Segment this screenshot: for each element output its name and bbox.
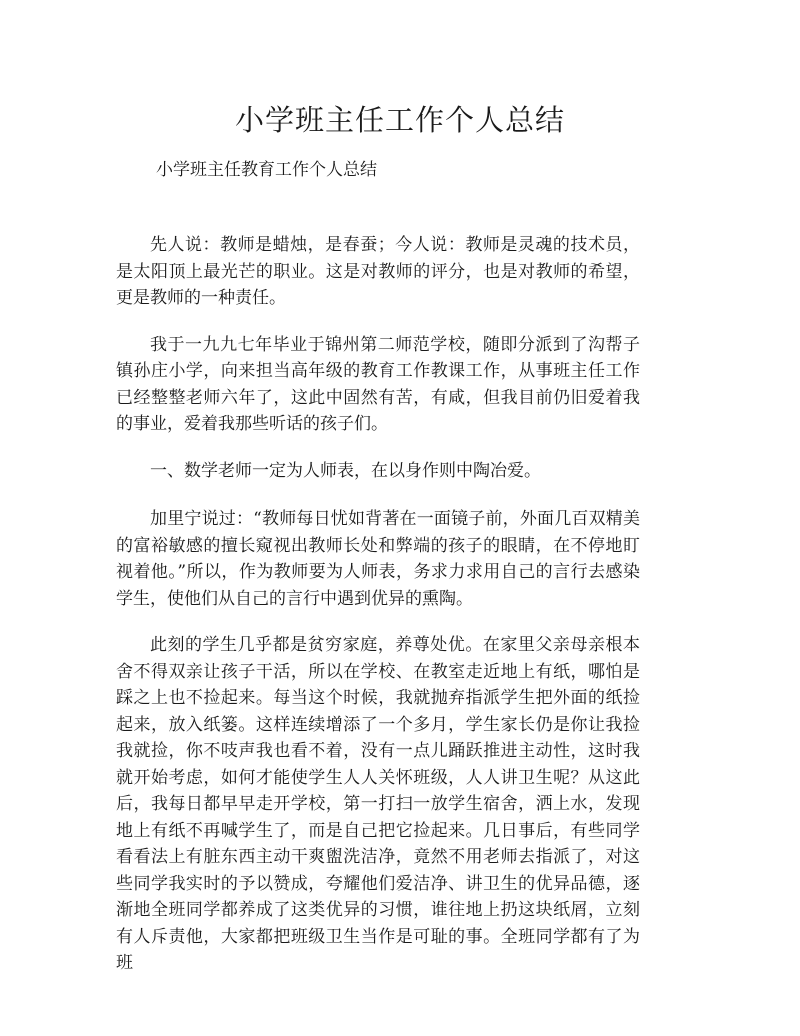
document-subtitle: 小学班主任教育工作个人总结 <box>156 160 377 180</box>
document-body <box>116 232 640 997</box>
document-title: 小学班主任工作个人总结 <box>234 103 565 137</box>
paragraph-intro: 先人说：教师是蜡烛，是春蚕；今人说：教师是灵魂的技术员，是太阳顶上最光芒的职业。这是对教师的评分，也是对教师的希望，更是教师的一种责任。 <box>116 235 640 308</box>
paragraph-quote: 加里宁说过：“教师每日忧如背著在一面镜子前，外面几百双精美的富裕敏感的擅长窥视出教师长处和弊端的孩子的眼睛，在不停地盯视着他。”所以，作为教师要为人师表，务求力求用自己的言行去感染学生，使他们从自己的言行中遇到优异的熏陶。 <box>116 509 640 609</box>
section-heading-1: 一、数学老师一定为人师表，在以身作则中陶冶爱。 <box>150 460 541 481</box>
paragraph-background: 我于一九九七年毕业于锦州第二师范学校，随即分派到了沟帮子镇孙庄小学，向来担当高年级的教育工作教课工作，从事班主任工作已经整整老师六年了，这此中固然有苦，有咸，但我目前仍旧爱着我的事业，爱着我那些听话的孩子们。 <box>116 334 640 434</box>
paragraph-story: 此刻的学生几乎都是贫穷家庭，养尊处优。在家里父亲母亲根本舍不得双亲让孩子干活，所以在学校、在教室走近地上有纸，哪怕是踩之上也不捡起来。每当这个时候，我就抛弃指派学生把外面的纸捡起来，放入纸篓。这样连续增添了一个多月，学生家长仍是你让我捡我就捡，你不吱声我也看不着，没有一点儿踊跃推进主动性，这时我就开始考虑，如何才能使学生人人关怀班级，人人讲卫生呢？从这此后，我每日都早早走开学校，第一打扫一放学生宿舍，洒上水，发现地上有纸不再喊学生了，而是自己把它捡起来。几日事后，有些同学看看法上有脏东西主动干爽盥洗洁净，竟然不用老师去指派了，对这些同学我实时的予以赞成，夸耀他们爱洁净、讲卫生的优异品德，逐渐地全班同学都养成了这类优异的习惯，谁往地上扔这块纸屑，立刻有人斥责他，大家都把班级卫生当作是可耻的事。全班同学都有了为班 <box>116 635 640 973</box>
